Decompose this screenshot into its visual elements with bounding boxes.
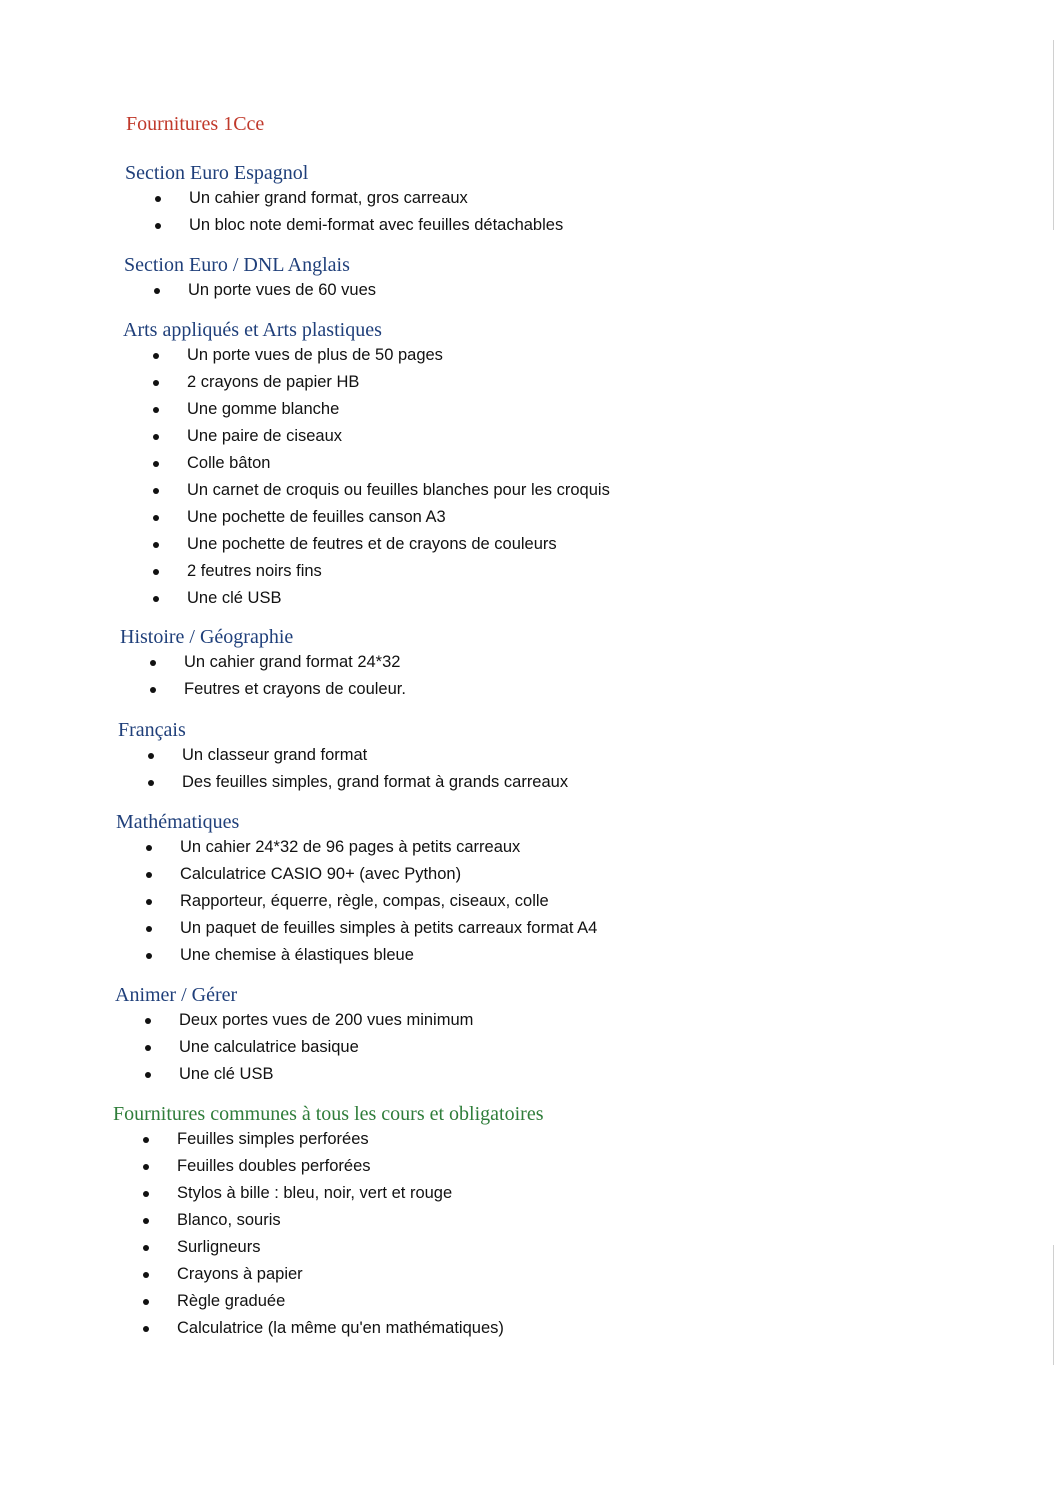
list-item: Un porte vues de 60 vues bbox=[154, 277, 376, 304]
section-heading: Section Euro Espagnol bbox=[125, 162, 309, 184]
section-heading: Animer / Gérer bbox=[115, 984, 238, 1006]
list-item: Une paire de ciseaux bbox=[153, 423, 610, 450]
list-item: Surligneurs bbox=[143, 1234, 543, 1261]
section-heading: Section Euro / DNL Anglais bbox=[124, 254, 350, 276]
supply-list bbox=[113, 1126, 543, 1342]
section-heading: Mathématiques bbox=[116, 811, 240, 833]
list-item: Feuilles doubles perforées bbox=[143, 1153, 543, 1180]
section-histoire-geographie bbox=[120, 625, 406, 703]
section-heading: Fournitures communes à tous les cours et obligatoires bbox=[113, 1103, 544, 1125]
supply-list bbox=[115, 1007, 473, 1088]
list-item: Colle bâton bbox=[153, 450, 610, 477]
list-item: Une pochette de feuilles canson A3 bbox=[153, 504, 610, 531]
supply-list bbox=[123, 342, 610, 612]
supply-list bbox=[125, 185, 563, 239]
list-item: Une clé USB bbox=[145, 1061, 473, 1088]
list-item: 2 feutres noirs fins bbox=[153, 558, 610, 585]
list-item: Un paquet de feuilles simples à petits carreaux format A4 bbox=[146, 915, 597, 942]
list-item: Un classeur grand format bbox=[148, 742, 568, 769]
list-item: Une gomme blanche bbox=[153, 396, 610, 423]
list-item: 2 crayons de papier HB bbox=[153, 369, 610, 396]
supply-list bbox=[116, 834, 597, 969]
section-heading: Histoire / Géographie bbox=[120, 626, 294, 648]
list-item: Calculatrice (la même qu'en mathématiques) bbox=[143, 1315, 543, 1342]
list-item: Un cahier grand format 24*32 bbox=[150, 649, 406, 676]
list-item: Un bloc note demi-format avec feuilles détachables bbox=[155, 212, 563, 239]
list-item: Crayons à papier bbox=[143, 1261, 543, 1288]
list-item: Des feuilles simples, grand format à grands carreaux bbox=[148, 769, 568, 796]
list-item: Un cahier grand format, gros carreaux bbox=[155, 185, 563, 212]
section-euro-dnl-anglais bbox=[124, 253, 376, 304]
list-item: Feuilles simples perforées bbox=[143, 1126, 543, 1153]
list-item: Un cahier 24*32 de 96 pages à petits carreaux bbox=[146, 834, 597, 861]
list-item: Blanco, souris bbox=[143, 1207, 543, 1234]
section-francais bbox=[118, 718, 568, 796]
section-heading: Français bbox=[118, 719, 186, 741]
list-item: Un porte vues de plus de 50 pages bbox=[153, 342, 610, 369]
section-fournitures-communes bbox=[113, 1102, 543, 1342]
section-mathematiques bbox=[116, 810, 597, 969]
section-euro-espagnol bbox=[125, 161, 563, 239]
section-animer-gerer bbox=[115, 983, 473, 1088]
list-item: Une calculatrice basique bbox=[145, 1034, 473, 1061]
list-item: Deux portes vues de 200 vues minimum bbox=[145, 1007, 473, 1034]
list-item: Une clé USB bbox=[153, 585, 610, 612]
list-item: Un carnet de croquis ou feuilles blanches pour les croquis bbox=[153, 477, 610, 504]
document-title: Fournitures 1Cce bbox=[126, 113, 265, 135]
list-item: Une chemise à élastiques bleue bbox=[146, 942, 597, 969]
list-item: Feutres et crayons de couleur. bbox=[150, 676, 406, 703]
supply-list bbox=[124, 277, 376, 304]
scan-edge-line bbox=[1053, 40, 1054, 230]
list-item: Une pochette de feutres et de crayons de couleurs bbox=[153, 531, 610, 558]
section-heading: Arts appliqués et Arts plastiques bbox=[123, 319, 382, 341]
supply-list bbox=[120, 649, 406, 703]
list-item: Stylos à bille : bleu, noir, vert et rouge bbox=[143, 1180, 543, 1207]
list-item: Rapporteur, équerre, règle, compas, ciseaux, colle bbox=[146, 888, 597, 915]
scan-edge-line bbox=[1053, 1245, 1054, 1365]
section-arts bbox=[123, 318, 610, 612]
list-item: Règle graduée bbox=[143, 1288, 543, 1315]
supply-list bbox=[118, 742, 568, 796]
list-item: Calculatrice CASIO 90+ (avec Python) bbox=[146, 861, 597, 888]
